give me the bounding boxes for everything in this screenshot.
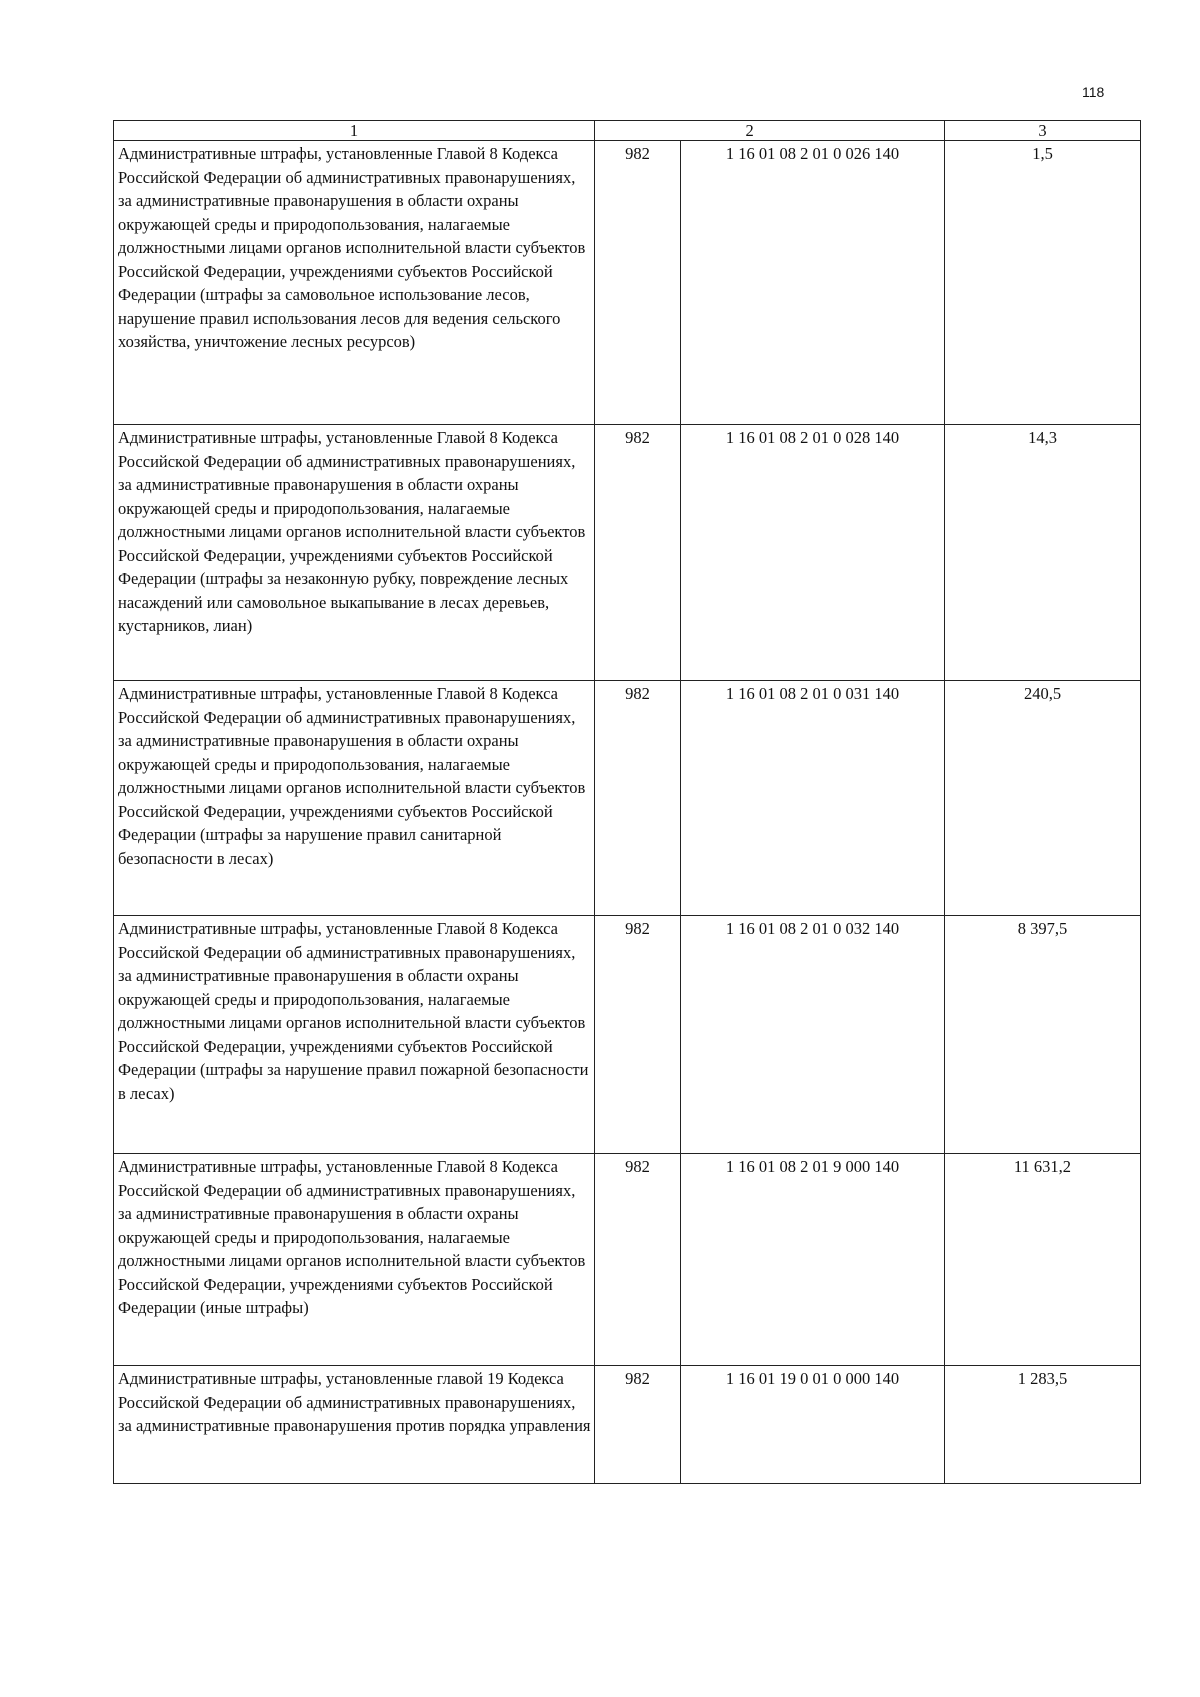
header-col-2-left [595, 121, 681, 141]
table-header-row [114, 121, 1141, 141]
row-amount: 8 397,5 [945, 916, 1141, 1154]
row-kbk-code: 1 16 01 08 2 01 9 000 140 [681, 1154, 945, 1366]
table-row [114, 425, 1141, 681]
revenue-table [113, 120, 1141, 1484]
row-description: Административные штрафы, установленные Главой 8 Кодекса Российской Федерации об административных правонарушениях, за административные правонарушения в области охраны окружающей среды и природопользования, налагаемые должностными лицами органов исполнительной власти субъектов Российской Федерации, учреждениями субъектов Российской Федерации (штрафы за нарушение правил пожарной безопасности в лесах) [114, 916, 595, 1154]
row-amount: 14,3 [945, 425, 1141, 681]
row-description: Административные штрафы, установленные Главой 8 Кодекса Российской Федерации об административных правонарушениях, за административные правонарушения в области охраны окружающей среды и природопользования, налагаемые должностными лицами органов исполнительной власти субъектов Российской Федерации, учреждениями субъектов Российской Федерации (штрафы за самовольное использование лесов, нарушение правил использования лесов для ведения сельского хозяйства, уничтожение лесных ресурсов) [114, 141, 595, 425]
row-description: Административные штрафы, установленные главой 19 Кодекса Российской Федерации об административных правонарушениях, за административные правонарушения против порядка управления [114, 1366, 595, 1484]
row-description: Административные штрафы, установленные Главой 8 Кодекса Российской Федерации об административных правонарушениях, за административные правонарушения в области охраны окружающей среды и природопользования, налагаемые должностными лицами органов исполнительной власти субъектов Российской Федерации, учреждениями субъектов Российской Федерации (штрафы за незаконную рубку, повреждение лесных насаждений или самовольное выкапывание в лесах деревьев, кустарников, лиан) [114, 425, 595, 681]
row-amount: 240,5 [945, 681, 1141, 916]
row-amount: 11 631,2 [945, 1154, 1141, 1366]
header-col-2: 2 [681, 121, 945, 141]
row-amount: 1 283,5 [945, 1366, 1141, 1484]
table-row [114, 141, 1141, 425]
row-kbk-code: 1 16 01 19 0 01 0 000 140 [681, 1366, 945, 1484]
row-description: Административные штрафы, установленные Главой 8 Кодекса Российской Федерации об административных правонарушениях, за административные правонарушения в области охраны окружающей среды и природопользования, налагаемые должностными лицами органов исполнительной власти субъектов Российской Федерации, учреждениями субъектов Российской Федерации (иные штрафы) [114, 1154, 595, 1366]
row-kbk-code: 1 16 01 08 2 01 0 032 140 [681, 916, 945, 1154]
row-kbk-code: 1 16 01 08 2 01 0 026 140 [681, 141, 945, 425]
row-admin-code: 982 [595, 141, 681, 425]
table-row [114, 1154, 1141, 1366]
row-admin-code: 982 [595, 1154, 681, 1366]
row-description: Административные штрафы, установленные Главой 8 Кодекса Российской Федерации об административных правонарушениях, за административные правонарушения в области охраны окружающей среды и природопользования, налагаемые должностными лицами органов исполнительной власти субъектов Российской Федерации, учреждениями субъектов Российской Федерации (штрафы за нарушение правил санитарной безопасности в лесах) [114, 681, 595, 916]
table-row [114, 1366, 1141, 1484]
row-amount: 1,5 [945, 141, 1141, 425]
header-col-1: 1 [114, 121, 595, 141]
page-number: 118 [1082, 84, 1105, 100]
row-kbk-code: 1 16 01 08 2 01 0 028 140 [681, 425, 945, 681]
row-kbk-code: 1 16 01 08 2 01 0 031 140 [681, 681, 945, 916]
table-row [114, 681, 1141, 916]
header-col-3: 3 [945, 121, 1141, 141]
table-row [114, 916, 1141, 1154]
row-admin-code: 982 [595, 425, 681, 681]
row-admin-code: 982 [595, 916, 681, 1154]
row-admin-code: 982 [595, 1366, 681, 1484]
row-admin-code: 982 [595, 681, 681, 916]
